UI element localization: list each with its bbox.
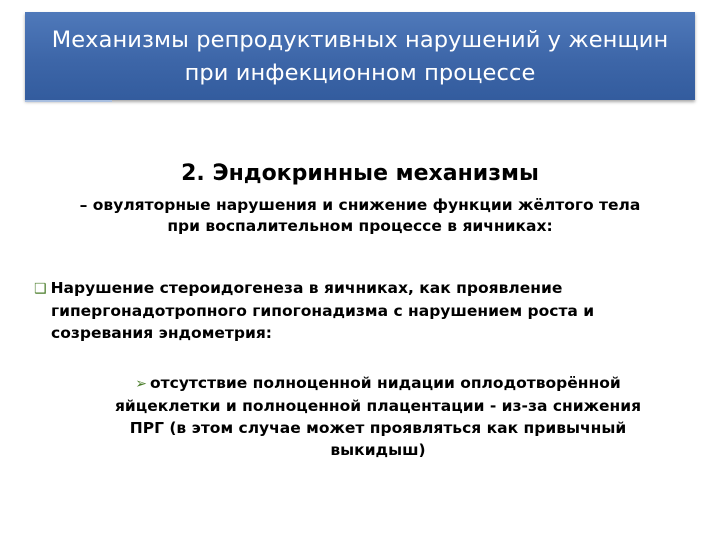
bullet2-line-4: выкидыш) [330,441,426,459]
bullet1-line-2: гипергонадотропного гипогонадизма с нарушением роста и [51,302,595,320]
slide-title [52,22,669,90]
title-line-1: Механизмы репродуктивных нарушений у женщин [51,27,669,53]
checkbox-bullet-icon: ❑ [34,281,47,297]
bullet1-line-3: созревания эндометрия: [51,324,272,342]
intro-line-2: при воспалительном процессе в яичниках: [167,217,553,235]
sub-bullet-item-nidation [64,372,692,461]
bullet2-line-1: отсутствие полноценной нидации оплодотворённой [150,374,621,392]
intro-line-1: – овуляторные нарушения и снижение функции жёлтого тела [79,196,641,214]
title-accent-line [25,100,112,102]
arrow-bullet-icon: ➢ [135,376,147,392]
intro-text [28,195,692,237]
bullet2-line-2: яйцеклетки и полноценной плацентации - из-за снижения [114,397,642,415]
title-line-2: при инфекционном процессе [184,60,536,86]
bullet1-line-1: Нарушение стероидогенеза в яичниках, как проявление [50,279,563,297]
title-banner [25,12,695,100]
bullet2-line-3: ПРГ (в этом случае может проявляться как привычный [129,419,627,437]
section-heading: 2. Эндокринные механизмы [181,161,539,186]
bullet-item-steroidogenesis [34,277,704,344]
